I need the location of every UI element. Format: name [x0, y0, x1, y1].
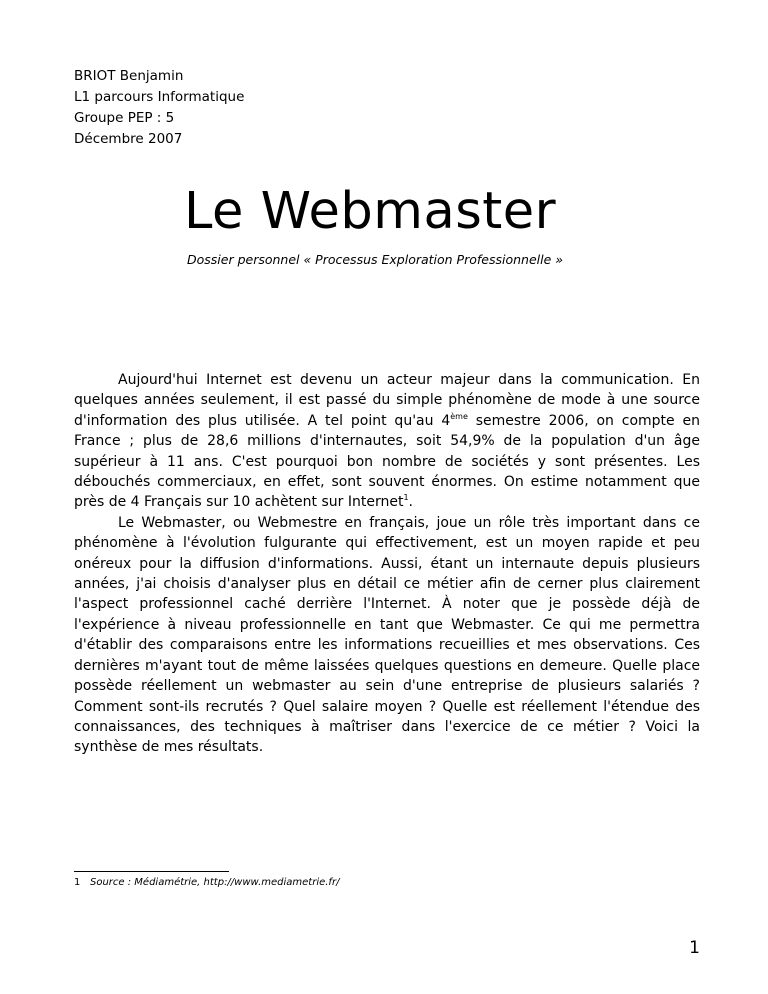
group-label: Groupe PEP : 5	[74, 110, 175, 126]
page-number: 1	[689, 938, 700, 958]
ordinal-superscript: ème	[450, 411, 468, 421]
footnote	[74, 877, 339, 888]
footnote-text: Source : Médiamétrie, http://www.mediametrie.fr/	[90, 877, 340, 888]
paragraph-webmaster: Le Webmaster, ou Webmestre en français, joue un rôle très important dans ce phénomène à l'évolution fulgurante qui effectivement, est un moyen rapide et peu onéreux pour la diffusion d'informations. Aussi, étant un internaute depuis plusieurs années, j'ai choisis d'analyser plus en détail ce métier afin de cerner plus clairement l'aspect professionnel caché derrière l'Internet. À noter que je possède déjà de l'expérience à niveau professionnelle en tant que Webmaster. Ce qui me permettra d'établir des comparaisons entre les informations recueillies et mes observations. Ces dernières m'ayant tout de même laissées quelques questions en demeure. Quelle place possède réellement un webmaster au sein d'une entreprise de plusieurs salariés ? Comment sont-ils recrutés ? Quel salaire moyen ? Quelle est réellement l'étendue des connaissances, des techniques à maîtriser dans l'exercice de ce métier ? Voici la synthèse de mes résultats.	[74, 514, 700, 756]
body-text	[74, 370, 700, 758]
footnote-number: 1	[74, 877, 81, 888]
author-header	[74, 66, 244, 150]
paragraph-intro-end: .	[408, 494, 413, 511]
author-name: BRIOT Benjamin	[74, 68, 184, 84]
program-name: L1 parcours Informatique	[74, 89, 245, 105]
paragraph-intro-text-1: Aujourd'hui Internet est devenu un acteur majeur dans la communication. En quelques années seulement, il est passé du simple phénomène de mode à une source d'information des plus utilisée. A tel point qu'au 4	[74, 372, 700, 429]
paragraph-intro-text-2: semestre 2006, on compte en France ; plus de 28,6 millions d'internautes, soit 54,9% de la population d'un âge supérieur à 11 ans. C'est pourquoi bon nombre de sociétés y sont présentes. Les débouchés commerciaux, en effet, sont souvent énormes. On estime notamment que près de 4 Français sur 10 achètent sur Internet	[74, 412, 700, 511]
document-subtitle: Dossier personnel « Processus Exploration Professionnelle »	[187, 252, 563, 267]
paragraph-intro	[74, 370, 700, 513]
footnote-reference: 1	[403, 493, 409, 503]
document-date: Décembre 2007	[74, 131, 183, 147]
document-title: Le Webmaster	[184, 182, 557, 241]
footnote-separator	[74, 871, 229, 872]
